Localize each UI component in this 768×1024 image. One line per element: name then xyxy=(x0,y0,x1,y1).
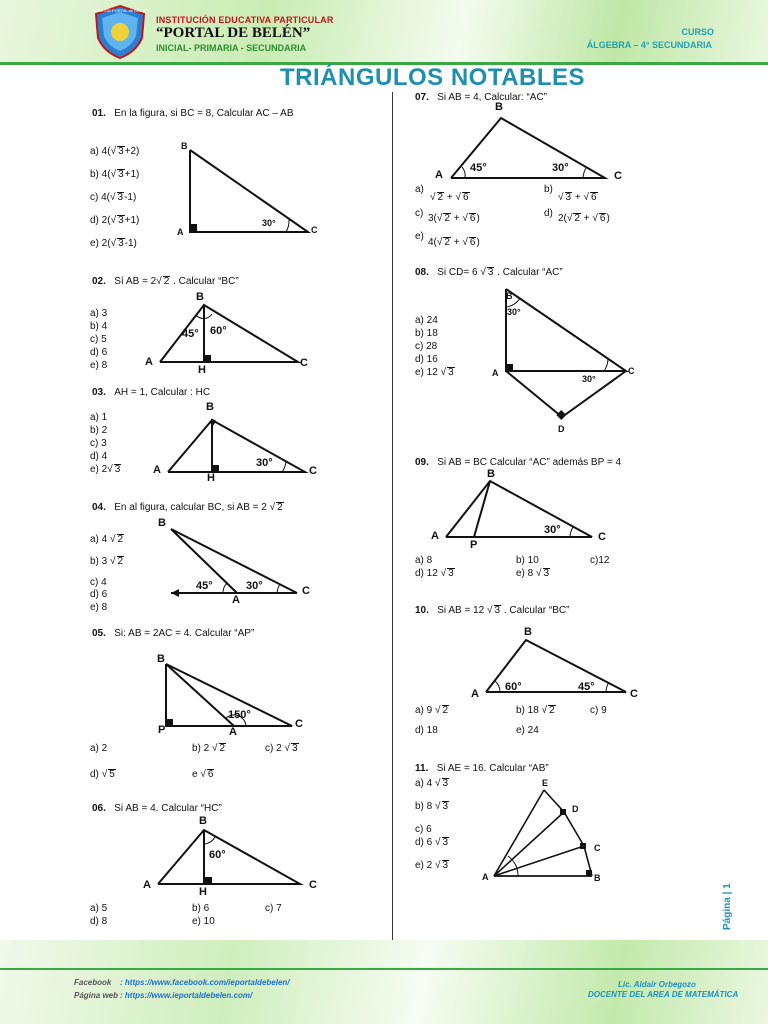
p07-option-c-label[interactable]: c) xyxy=(415,208,424,219)
problem-06-statement: 06. Si AB = 4. Calcular “HC” xyxy=(92,803,222,814)
p02-angle-60: 60° xyxy=(210,325,227,337)
problem-02-statement: 02. Sí AB = 2√ 2 . Calcular “BC” xyxy=(92,276,239,287)
p09-label-c: C xyxy=(598,531,606,543)
p02-label-h: H xyxy=(198,364,206,376)
problem-08-statement: 08. Si CD= 6 √ 3 . Calcular “AC” xyxy=(415,267,563,278)
p09-label-a: A xyxy=(431,530,439,542)
page-title: TRIÁNGULOS NOTABLES xyxy=(280,64,586,91)
page-number: Página | 1 xyxy=(722,883,733,930)
p09-option-b[interactable]: b) 10 xyxy=(516,555,539,566)
p09-option-d[interactable]: d) 12 √ 3 xyxy=(415,568,454,579)
p04-label-a: A xyxy=(232,594,240,606)
p08-angle-b: 30° xyxy=(507,307,521,317)
p05-option-c[interactable]: c) 2 √ 3 xyxy=(265,743,298,754)
p10-option-d[interactable]: d) 18 xyxy=(415,725,438,736)
p02-angle-45: 45° xyxy=(182,328,199,340)
p03-label-b: B xyxy=(206,401,214,413)
p07-option-e: 4(√ 2 + √ 6) xyxy=(428,237,480,248)
p06-option-d[interactable]: d) 8 xyxy=(90,916,108,927)
p04-option-c[interactable]: c) 4 xyxy=(90,577,107,588)
p07-label-b: B xyxy=(495,101,503,113)
p08-label-b: B xyxy=(506,291,513,301)
p03-option-c[interactable]: c) 3 xyxy=(90,438,107,449)
p10-option-c[interactable]: c) 9 xyxy=(590,705,607,716)
p09-label-b: B xyxy=(487,468,495,480)
p01-label-a: A xyxy=(177,227,184,237)
web-label: Página web xyxy=(74,991,119,1000)
p09-figure xyxy=(440,475,600,541)
p01-option-a[interactable]: a) 4(√ 3+2) xyxy=(90,146,140,157)
p04-figure xyxy=(165,525,305,600)
p06-label-c: C xyxy=(309,879,317,891)
p02-label-a: A xyxy=(145,356,153,368)
p06-option-b[interactable]: b) 6 xyxy=(192,903,210,914)
facebook-label: Facebook xyxy=(74,978,112,987)
p08-option-c[interactable]: c) 28 xyxy=(415,341,438,352)
p08-figure xyxy=(500,285,635,425)
p07-option-b: √ 3 + √ 6 xyxy=(558,192,597,203)
p07-option-e-label[interactable]: e) xyxy=(415,231,424,242)
p11-label-d: D xyxy=(572,804,579,814)
problem-03-statement: 03. AH = 1, Calcular : HC xyxy=(92,387,211,398)
p03-option-e[interactable]: e) 2√ 3 xyxy=(90,464,121,475)
p09-label-p: P xyxy=(470,539,478,551)
p03-angle: 30° xyxy=(256,457,273,469)
p05-option-e[interactable]: e √ 6 xyxy=(192,769,214,780)
facebook-link[interactable]: : https://www.facebook.com/ieportaldebelen/ xyxy=(120,978,290,987)
problem-11-statement: 11. Si AE = 16. Calcular “AB” xyxy=(415,763,549,774)
p07-option-b-label[interactable]: b) xyxy=(544,184,553,195)
p02-figure xyxy=(150,300,310,370)
p03-option-a[interactable]: a) 1 xyxy=(90,412,108,423)
p10-option-a[interactable]: a) 9 √ 2 xyxy=(415,705,449,716)
p09-angle: 30° xyxy=(544,524,561,536)
p10-angle-45: 45° xyxy=(578,681,595,693)
p07-angle-30: 30° xyxy=(552,162,569,174)
p03-label-a: A xyxy=(153,464,161,476)
p05-option-b[interactable]: b) 2 √ 2 xyxy=(192,743,226,754)
teacher-role: DOCENTE DEL AREA DE MATEMÁTICA xyxy=(588,990,739,999)
p07-label-a: A xyxy=(435,169,443,181)
p09-option-e[interactable]: e) 8 √ 3 xyxy=(516,568,550,579)
p02-option-a[interactable]: a) 3 xyxy=(90,308,108,319)
p03-label-h: H xyxy=(207,472,215,484)
school-line1: INSTITUCIÓN EDUCATIVA PARTICULAR xyxy=(156,15,334,25)
p08-option-a[interactable]: a) 24 xyxy=(415,315,438,326)
p02-option-d[interactable]: d) 6 xyxy=(90,347,108,358)
p08-label-c: C xyxy=(628,366,635,376)
p03-label-c: C xyxy=(309,465,317,477)
p04-angle-30: 30° xyxy=(246,580,263,592)
p08-option-e[interactable]: e) 12 √ 3 xyxy=(415,367,454,378)
course-label: CURSO xyxy=(681,27,714,37)
p01-option-d[interactable]: d) 2(√ 3+1) xyxy=(90,215,140,226)
column-divider xyxy=(392,92,393,958)
p09-option-a[interactable]: a) 8 xyxy=(415,555,433,566)
p08-label-d: D xyxy=(558,424,565,434)
p08-label-a: A xyxy=(492,368,499,378)
p10-option-b[interactable]: b) 18 √ 2 xyxy=(516,705,555,716)
school-name: “PORTAL DE BELÉN” xyxy=(156,25,311,41)
p02-option-e[interactable]: e) 8 xyxy=(90,360,108,371)
p10-figure xyxy=(480,636,630,696)
p06-angle: 60° xyxy=(209,849,226,861)
logo-text: COLEGIO PORTAL de BELÉN xyxy=(92,8,148,13)
website-link[interactable]: : https://www.ieportaldebelen.com/ xyxy=(120,991,253,1000)
p04-label-c: C xyxy=(302,585,310,597)
p10-label-c: C xyxy=(630,688,638,700)
problem-01-statement: 01. En la figura, si BC = 8, Calcular AC – AB xyxy=(92,108,294,119)
p07-option-a-label[interactable]: a) xyxy=(415,184,424,195)
p10-label-b: B xyxy=(524,626,532,638)
p10-angle-60: 60° xyxy=(505,681,522,693)
p06-option-c[interactable]: c) 7 xyxy=(265,903,282,914)
p07-option-a: √ 2 + √ 6 xyxy=(430,192,469,203)
p01-label-c: C xyxy=(311,225,318,235)
p01-option-b[interactable]: b) 4(√ 3+1) xyxy=(90,169,140,180)
p02-option-c[interactable]: c) 5 xyxy=(90,334,107,345)
course-name: ÁLGEBRA – 4° SECUNDARIA xyxy=(586,40,712,50)
p05-option-a[interactable]: a) 2 xyxy=(90,743,108,754)
p02-label-c: C xyxy=(300,357,308,369)
problem-07-statement: 07. Si AB = 4, Calcular: “AC” xyxy=(415,92,548,103)
p07-option-d-label[interactable]: d) xyxy=(544,208,553,219)
p04-option-b[interactable]: b) 3 √ 2 xyxy=(90,556,124,567)
school-levels: INICIAL- PRIMARIA - SECUNDARIA xyxy=(156,43,307,53)
p11-label-b: B xyxy=(594,873,601,883)
p03-option-b[interactable]: b) 2 xyxy=(90,425,108,436)
p07-option-d: 2(√ 2 + √ 6) xyxy=(558,213,610,224)
p07-angle-45: 45° xyxy=(470,162,487,174)
p10-label-a: A xyxy=(471,688,479,700)
p06-label-h: H xyxy=(199,886,207,898)
p07-label-c: C xyxy=(614,170,622,182)
p06-label-b: B xyxy=(199,815,207,827)
p04-angle-45: 45° xyxy=(196,580,213,592)
p03-option-d[interactable]: d) 4 xyxy=(90,451,108,462)
p09-option-c[interactable]: c)12 xyxy=(590,555,610,566)
problem-04-statement: 04. En al figura, calcular BC, si AB = 2 √ 2 xyxy=(92,502,283,513)
p08-option-d[interactable]: d) 16 xyxy=(415,354,438,365)
p04-label-b: B xyxy=(158,517,166,529)
p01-option-c[interactable]: c) 4(√ 3-1) xyxy=(90,192,137,203)
p06-option-a[interactable]: a) 5 xyxy=(90,903,108,914)
p03-figure xyxy=(160,412,310,478)
p01-label-b: B xyxy=(181,141,188,151)
problem-10-statement: 10. Si AB = 12 √ 3 . Calcular “BC” xyxy=(415,605,570,616)
p02-option-b[interactable]: b) 4 xyxy=(90,321,108,332)
p11-label-a: A xyxy=(482,872,489,882)
p11-label-c: C xyxy=(594,843,601,853)
p10-option-e[interactable]: e) 24 xyxy=(516,725,539,736)
p05-option-d[interactable]: d) √ 5 xyxy=(90,769,115,780)
p11-label-e: E xyxy=(542,778,549,788)
p04-option-a[interactable]: a) 4 √ 2 xyxy=(90,534,124,545)
p04-option-e[interactable]: e) 8 xyxy=(90,602,108,613)
p08-option-b[interactable]: b) 18 xyxy=(415,328,438,339)
p11-option-d[interactable]: d) 6 √ 3 xyxy=(415,837,449,848)
p06-figure xyxy=(150,826,310,890)
p01-angle: 30° xyxy=(262,218,276,228)
p06-option-e[interactable]: e) 10 xyxy=(192,916,215,927)
p11-figure xyxy=(488,782,598,882)
p05-label-p: P xyxy=(158,724,166,736)
problem-09-statement: 09. Si AB = BC Calcular “AC” además BP = 4 xyxy=(415,457,622,468)
p07-option-c: 3(√ 2 + √ 6) xyxy=(428,213,480,224)
p02-label-b: B xyxy=(196,291,204,303)
problem-05-statement: 05. Si: AB = 2AC = 4. Calcular “AP” xyxy=(92,628,255,639)
footer-rule xyxy=(0,968,768,970)
p11-option-b[interactable]: b) 8 √ 3 xyxy=(415,801,449,812)
p05-label-c: C xyxy=(295,718,303,730)
p05-angle: 150° xyxy=(228,709,251,721)
p05-label-a: A xyxy=(229,726,237,738)
p06-label-a: A xyxy=(143,879,151,891)
p11-option-a[interactable]: a) 4 √ 3 xyxy=(415,778,449,789)
p04-option-d[interactable]: d) 6 xyxy=(90,589,108,600)
p11-option-e[interactable]: e) 2 √ 3 xyxy=(415,860,449,871)
p01-figure xyxy=(180,140,330,240)
p11-option-c[interactable]: c) 6 xyxy=(415,824,432,835)
school-logo xyxy=(92,4,148,60)
p05-label-b: B xyxy=(157,653,165,665)
teacher-name: Lic. Aldair Orbegozo xyxy=(618,980,696,989)
p08-angle-c: 30° xyxy=(582,374,596,384)
p01-option-e[interactable]: e) 2(√ 3-1) xyxy=(90,238,137,249)
